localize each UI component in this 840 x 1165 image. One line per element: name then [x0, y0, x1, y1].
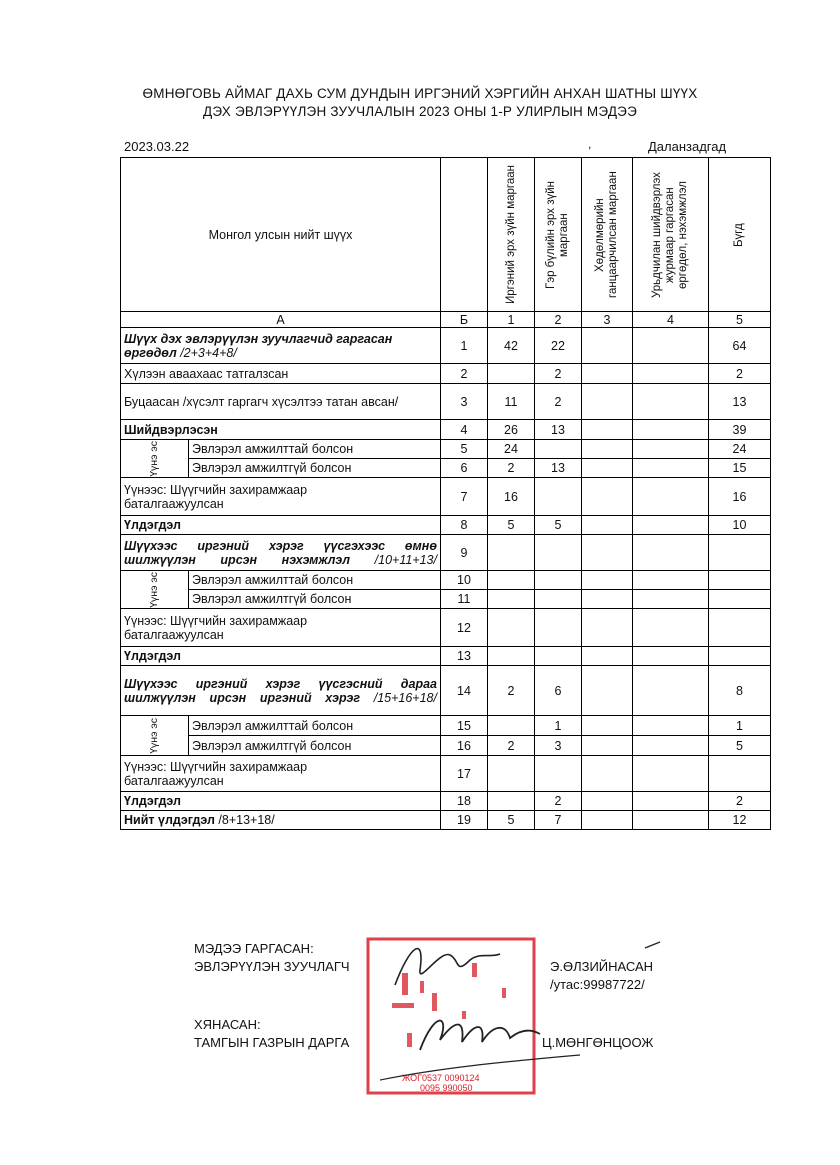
stamp-text-1: ЖОГ0537 0090124 [402, 1073, 480, 1083]
row-label: Шийдвэрлэсэн [121, 420, 441, 440]
table-row [121, 609, 771, 647]
title-line-1: ӨМНӨГОВЬ АЙМАГ ДАХЬ СУМ ДУНДЫН ИРГЭНИЙ ХЭРГИЙН АНХАН ШАТНЫ ШҮҮХ [142, 86, 698, 101]
prepared-label: МЭДЭЭ ГАРГАСАН: [194, 941, 314, 956]
cell-c1: 26 [488, 420, 535, 440]
reviewed-role: ТАМГЫН ГАЗРЫН ДАРГА [194, 1035, 350, 1050]
row-label [121, 756, 441, 792]
cell-c1: 42 [488, 328, 535, 364]
header-col1 [488, 158, 535, 312]
report-place: Даланзадгад [648, 139, 727, 154]
report-title [60, 85, 780, 121]
row-label: Эвлэрэл амжилтгүй болсон [189, 736, 441, 756]
stamp-text-2: 0095 990050 [420, 1083, 473, 1093]
cell-c3 [582, 571, 633, 590]
cell-c5: 5 [709, 736, 771, 756]
cell-c5 [709, 609, 771, 647]
signature-2 [420, 1021, 540, 1050]
cell-c3 [582, 811, 633, 830]
cell-c3 [582, 420, 633, 440]
cell-c4 [633, 420, 709, 440]
table-row [121, 666, 771, 716]
table-row [121, 478, 771, 516]
cell-c2 [535, 440, 582, 459]
row-number: 18 [441, 792, 488, 811]
cell-c4 [633, 647, 709, 666]
header-col2 [535, 158, 582, 312]
table-row [121, 571, 771, 590]
cell-c2 [535, 756, 582, 792]
header-col2-text: Гэр бүлийн эрх зүйн маргаан [545, 180, 570, 289]
code-3: 3 [582, 312, 633, 328]
row-number: 12 [441, 609, 488, 647]
row-number: 7 [441, 478, 488, 516]
row-label-text: Үүнээс: Шүүгчийн захирамжаар баталгаажуулсан [124, 613, 308, 642]
row-label-text: Үүнээс: Шүүгчийн захирамжаар баталгаажуулсан [124, 482, 308, 511]
row-number: 15 [441, 716, 488, 736]
cell-c2: 1 [535, 716, 582, 736]
code-2: 2 [535, 312, 582, 328]
cell-c1: 5 [488, 516, 535, 535]
reviewed-name: Ц.МӨНГӨНЦООЖ [542, 1035, 654, 1050]
cell-c3 [582, 647, 633, 666]
cell-c3 [582, 609, 633, 647]
side-label-cell [121, 440, 189, 478]
table-row [121, 647, 771, 666]
cell-c5 [709, 647, 771, 666]
code-4: 4 [633, 312, 709, 328]
cell-c3 [582, 792, 633, 811]
cell-c1 [488, 609, 535, 647]
cell-c2: 3 [535, 736, 582, 756]
row-label: Үлдэгдэл [121, 647, 441, 666]
cell-c1: 5 [488, 811, 535, 830]
cell-c3 [582, 328, 633, 364]
cell-c1 [488, 792, 535, 811]
row-number: 16 [441, 736, 488, 756]
table-row [121, 590, 771, 609]
cell-c4 [633, 384, 709, 420]
cell-c4 [633, 590, 709, 609]
cell-c5: 64 [709, 328, 771, 364]
cell-c5 [709, 535, 771, 571]
row-number: 10 [441, 571, 488, 590]
row-number: 19 [441, 811, 488, 830]
cell-c2 [535, 571, 582, 590]
signature-1 [395, 949, 500, 985]
header-col4-text: Урьдчилан шийдвэрлэх журмаар гаргасан өргөдөл, нэхэмжлэл [651, 171, 689, 298]
cell-c5: 13 [709, 384, 771, 420]
cell-c1 [488, 716, 535, 736]
table-row [121, 328, 771, 364]
row-number: 13 [441, 647, 488, 666]
row-label-text: Шүүх дэх эвлэрүүлэн зуучлагчид гаргасан өргөдөл [124, 331, 393, 360]
header-col3 [582, 158, 633, 312]
table-row [121, 384, 771, 420]
header-blank [441, 158, 488, 312]
row-label-text: Шүүхээс иргэний хэрэг үүсгэхээс өмнө шилжүүлэн ирсэн нэхэмжлэл [124, 538, 437, 567]
cell-c2: 5 [535, 516, 582, 535]
cell-c5 [709, 571, 771, 590]
row-number: 14 [441, 666, 488, 716]
table-row [121, 756, 771, 792]
cell-c2: 7 [535, 811, 582, 830]
cell-c1 [488, 647, 535, 666]
row-label: Эвлэрэл амжилттай болсон [189, 440, 441, 459]
table-row [121, 535, 771, 571]
row-label: Эвлэрэл амжилттай болсон [189, 716, 441, 736]
row-number: 4 [441, 420, 488, 440]
row-label: Үлдэгдэл [121, 516, 441, 535]
row-label [121, 478, 441, 516]
header-col5 [709, 158, 771, 312]
cell-c1: 2 [488, 736, 535, 756]
cell-c1 [488, 571, 535, 590]
code-1: 1 [488, 312, 535, 328]
header-col4 [633, 158, 709, 312]
row-number: 9 [441, 535, 488, 571]
cell-c4 [633, 535, 709, 571]
cell-c3 [582, 364, 633, 384]
cell-c5: 2 [709, 792, 771, 811]
row-number: 1 [441, 328, 488, 364]
cell-c3 [582, 535, 633, 571]
row-label: Эвлэрэл амжилттай болсон [189, 571, 441, 590]
header-col1-text: Иргэний эрх зүйн маргаан [504, 165, 517, 304]
cell-c2: 22 [535, 328, 582, 364]
cell-c4 [633, 666, 709, 716]
cell-c2 [535, 478, 582, 516]
code-a: А [121, 312, 441, 328]
row-formula: /10+11+13/ [374, 552, 437, 567]
cell-c2: 6 [535, 666, 582, 716]
cell-c5: 16 [709, 478, 771, 516]
row-number: 11 [441, 590, 488, 609]
row-number: 3 [441, 384, 488, 420]
table-header-row [121, 158, 771, 312]
row-number: 5 [441, 440, 488, 459]
side-label-cell [121, 716, 189, 756]
row-label: Хүлээн аваахаас татгалзсан [121, 364, 441, 384]
row-label: Үлдэгдэл [121, 792, 441, 811]
row-label-text: Шүүхээс иргэний хэрэг үүсгэсний дараа шилжүүлэн ирсэн иргэний хэрэг [124, 676, 437, 705]
row-label [121, 535, 441, 571]
cell-c4 [633, 811, 709, 830]
row-label: Эвлэрэл амжилтгүй болсон [189, 590, 441, 609]
cell-c5: 2 [709, 364, 771, 384]
row-number: 2 [441, 364, 488, 384]
cell-c4 [633, 736, 709, 756]
cell-c5: 39 [709, 420, 771, 440]
cell-c1: 2 [488, 666, 535, 716]
cell-c2: 13 [535, 420, 582, 440]
cell-c3 [582, 716, 633, 736]
cell-c5: 8 [709, 666, 771, 716]
cell-c5: 15 [709, 459, 771, 478]
cell-c3 [582, 478, 633, 516]
signature-underline [380, 1055, 580, 1080]
header-label: Монгол улсын нийт шүүх [121, 158, 441, 312]
cell-c2 [535, 590, 582, 609]
cell-c3 [582, 756, 633, 792]
cell-c4 [633, 571, 709, 590]
signature-mark [645, 942, 660, 948]
cell-c2 [535, 647, 582, 666]
cell-c3 [582, 440, 633, 459]
row-label [121, 328, 441, 364]
header-col5-text: Бүгд [733, 222, 745, 247]
table-row [121, 420, 771, 440]
cell-c2 [535, 535, 582, 571]
cell-c5 [709, 756, 771, 792]
cell-c3 [582, 459, 633, 478]
row-label [121, 666, 441, 716]
cell-c4 [633, 328, 709, 364]
row-label-text: Нийт үлдэгдэл [124, 813, 215, 827]
prepared-role: ЭВЛЭРҮҮЛЭН ЗУУЧЛАГЧ [194, 959, 350, 974]
row-number: 17 [441, 756, 488, 792]
table-row [121, 792, 771, 811]
cell-c3 [582, 516, 633, 535]
title-line-2: ДЭХ ЭВЛЭРҮҮЛЭН ЗУУЧЛАЛЫН 2023 ОНЫ 1-Р УЛИРЛЫН МЭДЭЭ [203, 104, 637, 119]
cell-c1 [488, 535, 535, 571]
cell-c4 [633, 459, 709, 478]
cell-c3 [582, 590, 633, 609]
cell-c1: 11 [488, 384, 535, 420]
side-label: Үүнэ эс [148, 440, 160, 477]
cell-c1: 16 [488, 478, 535, 516]
row-label: Буцаасан /хүсэлт гаргагч хүсэлтээ татан авсан/ [121, 384, 441, 420]
cell-c2: 13 [535, 459, 582, 478]
report-date: 2023.03.22 [124, 139, 190, 154]
cell-c4 [633, 792, 709, 811]
row-label [121, 609, 441, 647]
table-row [121, 459, 771, 478]
cell-c2: 2 [535, 364, 582, 384]
table-row [121, 716, 771, 736]
cell-c5: 10 [709, 516, 771, 535]
cell-c2 [535, 609, 582, 647]
side-label: Үүнэ эс [148, 717, 160, 754]
cell-c1: 2 [488, 459, 535, 478]
side-label-cell [121, 571, 189, 609]
row-number: 8 [441, 516, 488, 535]
table-row [121, 516, 771, 535]
cell-c3 [582, 384, 633, 420]
row-formula: /2+3+4+8/ [180, 345, 237, 360]
cell-c4 [633, 609, 709, 647]
report-table [120, 157, 771, 830]
cell-c1: 24 [488, 440, 535, 459]
cell-c4 [633, 478, 709, 516]
prepared-phone: /утас:99987722/ [550, 977, 645, 992]
row-number: 6 [441, 459, 488, 478]
cell-c4 [633, 756, 709, 792]
cell-c1 [488, 590, 535, 609]
cell-c5: 12 [709, 811, 771, 830]
table-row [121, 364, 771, 384]
table-row [121, 440, 771, 459]
cell-c5: 1 [709, 716, 771, 736]
table-row [121, 736, 771, 756]
cell-c3 [582, 666, 633, 716]
code-row [121, 312, 771, 328]
cell-c3 [582, 736, 633, 756]
cell-c4 [633, 716, 709, 736]
handwritten-signatures [380, 930, 680, 1090]
date-separator: , [588, 137, 592, 151]
prepared-name: Э.ӨЛЗИЙНАСАН [550, 959, 654, 974]
row-formula: /15+16+18/ [373, 690, 437, 705]
cell-c5 [709, 590, 771, 609]
side-label: Үүнэ эс [148, 571, 160, 608]
row-label [121, 811, 441, 830]
row-formula: /8+13+18/ [218, 813, 275, 827]
reviewed-label: ХЯНАСАН: [194, 1017, 261, 1032]
row-label: Эвлэрэл амжилтгүй болсон [189, 459, 441, 478]
cell-c1 [488, 756, 535, 792]
table-row [121, 811, 771, 830]
cell-c2: 2 [535, 792, 582, 811]
cell-c4 [633, 440, 709, 459]
cell-c4 [633, 516, 709, 535]
header-col3-text: Хөдөлмөрийн ганцаарчилсан маргаан [594, 171, 619, 298]
cell-c1 [488, 364, 535, 384]
cell-c4 [633, 364, 709, 384]
cell-c2: 2 [535, 384, 582, 420]
row-label-text: Үүнээс: Шүүгчийн захирамжаар баталгаажуулсан [124, 759, 308, 788]
code-5: 5 [709, 312, 771, 328]
code-b: Б [441, 312, 488, 328]
cell-c5: 24 [709, 440, 771, 459]
